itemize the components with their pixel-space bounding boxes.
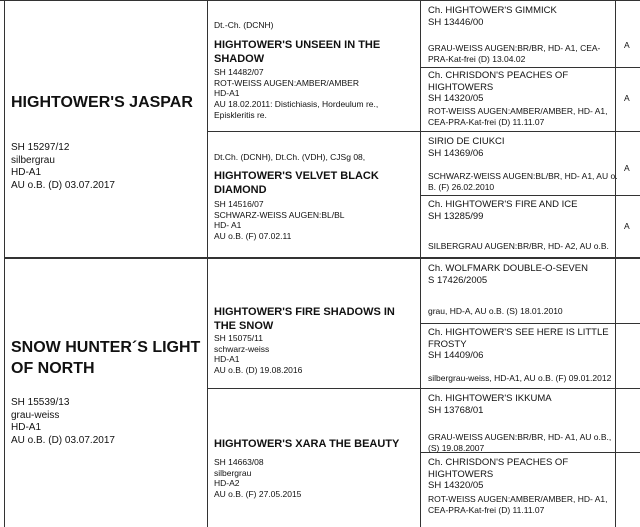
- gp6-reg: SH 14409/06: [428, 350, 484, 362]
- gp1-name: Ch. HIGHTOWER'S GIMMICK: [428, 5, 557, 16]
- dam2-name: HIGHTOWER'S XARA THE BEAUTY: [214, 438, 400, 450]
- column-divider-3: [615, 0, 616, 527]
- edge-mark: A: [624, 93, 630, 103]
- gp8-name: Ch. CHRISDON'S PEACHES OF: [428, 457, 569, 468]
- sire2-details: SH 15075/11 schwarz-weiss HD-A1 AU o.B. (D) 19.08.2016: [214, 333, 303, 375]
- dam1-details: SH 14516/07 SCHWARZ-WEISS AUGEN:BL/BL HD- A1 AU o.B. (F) 07.02.11: [214, 199, 345, 241]
- sire1-name: HIGHTOWER'S UNSEEN IN THE SHADOW: [214, 39, 381, 66]
- table-border-top: [0, 0, 640, 1]
- edge-mark: A: [624, 163, 630, 173]
- gp6-info: silbergrau-weiss, HD-A1, AU o.B. (F) 09.01.2012: [428, 373, 612, 383]
- edge-mark: A: [624, 40, 630, 50]
- gp3-info: SCHWARZ-WEISS AUGEN:BL/BR, HD- A1, AU o. B. (F) 26.02.2010: [428, 171, 618, 192]
- dog1-reg: SH 15297/12: [11, 142, 70, 153]
- gp3-reg: SH 14369/06: [428, 147, 484, 159]
- parent-divider-2: [207, 388, 640, 389]
- gp3-cell: [428, 136, 505, 159]
- dog1-color: silbergrau: [11, 154, 55, 166]
- dog2-details: [11, 397, 115, 447]
- gp1-info: GRAU-WEISS AUGEN:BR/BR, HD- A1, CEA- PRA-Kat-frei (D) 13.04.02: [428, 43, 601, 64]
- dog2-eyes: AU o.B. (D) 03.07.2017: [11, 434, 115, 446]
- gp5-info: grau, HD-A, AU o.B. (S) 18.01.2010: [428, 306, 563, 316]
- gp4-cell: [428, 199, 577, 222]
- dog2-reg: SH 15539/13: [11, 397, 70, 408]
- gp2-cell: Ch. CHRISDON'S PEACHES OF HIGHTOWERS SH 14320/05: [428, 70, 569, 105]
- gp6-cell: Ch. HIGHTOWER'S SEE HERE IS LITTLE FROSTY SH 14409/06: [428, 327, 609, 362]
- gp7-name: Ch. HIGHTOWER'S IKKUMA: [428, 393, 552, 404]
- gp-divider-1: [420, 67, 640, 68]
- gp2-info: ROT-WEISS AUGEN:AMBER/AMBER, HD- A1, CEA-PRA-Kat-frei (D) 11.11.07: [428, 106, 608, 127]
- parent-divider-1: [207, 131, 640, 132]
- sire2-name: HIGHTOWER'S FIRE SHADOWS IN THE SNOW: [214, 306, 395, 333]
- gp7-cell: [428, 393, 552, 416]
- gp4-reg: SH 13285/99: [428, 210, 484, 222]
- gp-divider-3: [420, 323, 640, 324]
- sire1-details: SH 14482/07 ROT-WEISS AUGEN:AMBER/AMBER HD-A1 AU 18.02.2011: Distichiasis, Hordeulum re., Episkleritis re.: [214, 67, 379, 120]
- gp4-info: SILBERGRAU AUGEN:BR/BR, HD- A2, AU o.B.: [428, 241, 609, 251]
- gp3-name: SIRIO DE CIUKCI: [428, 136, 505, 147]
- dog1-eyes: AU o.B. (D) 03.07.2017: [11, 179, 115, 191]
- gp1-reg: SH 13446/00: [428, 16, 484, 28]
- gp6-name: Ch. HIGHTOWER'S SEE HERE IS LITTLE: [428, 327, 609, 338]
- gp8-info: ROT-WEISS AUGEN:AMBER/AMBER, HD- A1, CEA-PRA-Kat-frei (D) 11.11.07: [428, 494, 608, 515]
- dam2-details: SH 14663/08 silbergrau HD-A2 AU o.B. (F) 27.05.2015: [214, 457, 302, 499]
- gp7-info: GRAU-WEISS AUGEN:BR/BR, HD- A1, AU o.B., (S) 19.08.2007: [428, 432, 612, 453]
- dog1-details: [11, 142, 115, 192]
- table-border-left: [4, 0, 5, 527]
- gp2-name: Ch. CHRISDON'S PEACHES OF: [428, 70, 569, 81]
- dog2-hd: HD-A1: [11, 422, 42, 433]
- dam1-name: HIGHTOWER'S VELVET BLACK DIAMOND: [214, 170, 379, 197]
- gp7-reg: SH 13768/01: [428, 404, 484, 416]
- column-divider-1: [207, 0, 208, 527]
- gp4-name: Ch. HIGHTOWER'S FIRE AND ICE: [428, 199, 578, 210]
- dog2-name: SNOW HUNTER´S LIGHT OF NORTH: [11, 339, 201, 377]
- dog1-name: HIGHTOWER'S JASPAR: [11, 94, 193, 111]
- gp5-name: Ch. WOLFMARK DOUBLE-O-SEVEN: [428, 263, 588, 274]
- column-divider-2: [420, 0, 421, 527]
- sire1-titles: Dt.-Ch. (DCNH): [214, 20, 274, 30]
- dog-divider: [4, 257, 640, 259]
- gp5-reg: S 17426/2005: [428, 274, 488, 286]
- gp8-reg: SH 14320/05: [428, 480, 484, 492]
- gp-divider-2: [420, 195, 640, 196]
- dog2-color: grau-weiss: [11, 409, 60, 421]
- gp5-cell: [428, 263, 588, 286]
- gp8-cell: Ch. CHRISDON'S PEACHES OF HIGHTOWERS SH 14320/05: [428, 457, 569, 492]
- edge-mark: A: [624, 221, 630, 231]
- gp2-reg: SH 14320/05: [428, 93, 484, 105]
- dam1-titles: Dt.Ch. (DCNH), Dt.Ch. (VDH), CJSg 08,: [214, 152, 366, 162]
- dog1-hd: HD-A1: [11, 167, 42, 178]
- gp1-cell: [428, 5, 557, 28]
